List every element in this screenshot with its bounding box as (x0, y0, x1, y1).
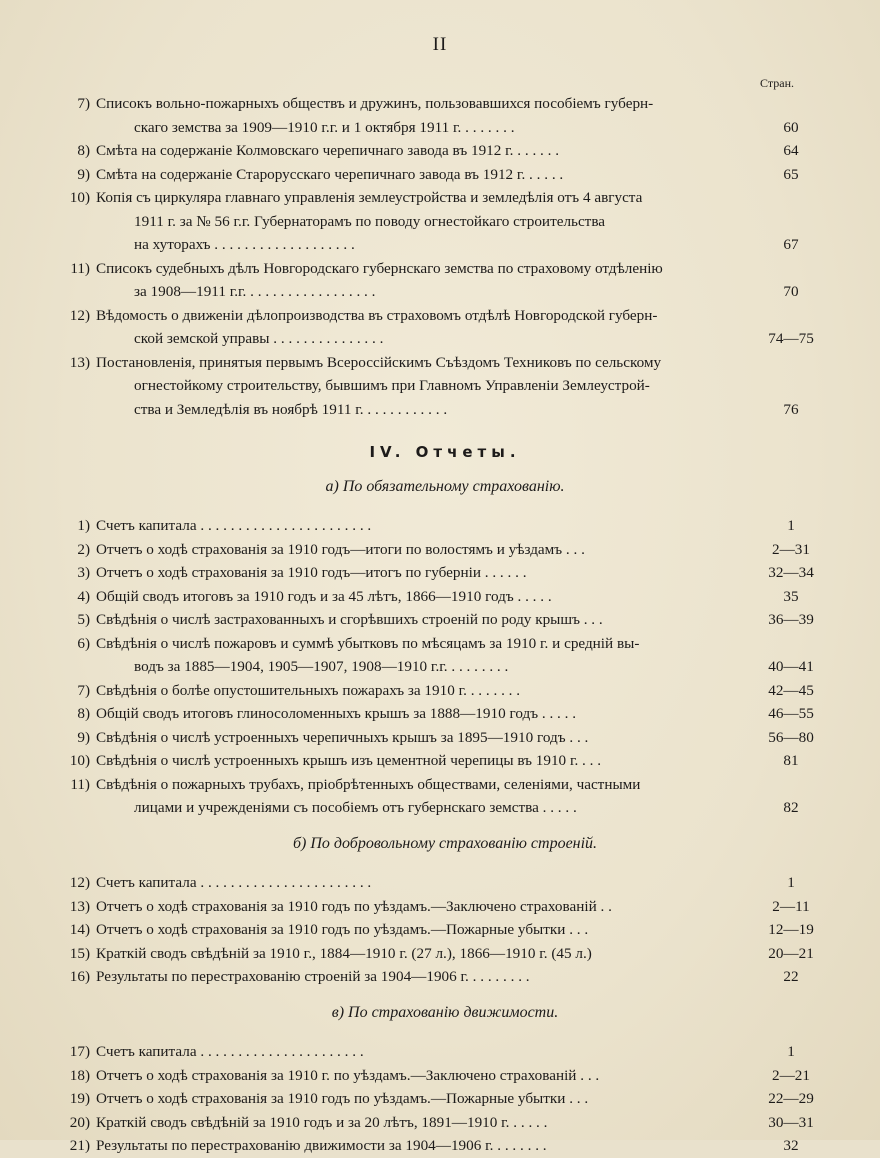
entry-number: 15) (69, 944, 90, 962)
entry-number: 9) (77, 165, 90, 183)
toc-entry (50, 871, 840, 895)
entry-title (96, 632, 742, 679)
entry-title (96, 1040, 742, 1064)
toc-entry (50, 895, 840, 919)
entry-number: 12) (69, 874, 90, 891)
entry-page: 1 (787, 517, 795, 534)
entry-number: 1) (77, 517, 90, 534)
entry-title-line: Счетъ капитала . . . . . . . . . . . . . . . . . . . . . . (96, 1043, 364, 1060)
entry-title-line: Свѣдѣнія о числѣ устроенныхъ крышъ изъ цементной черепицы въ 1910 г. . . . (96, 752, 602, 769)
entry-page: 2—11 (772, 897, 810, 915)
entry-number: 17) (69, 1043, 90, 1060)
toc-entry (50, 257, 840, 304)
entry-number: 7) (77, 95, 90, 112)
entry-title-line: Краткій сводъ свѣдѣній за 1910 г., 1884—1910 г. (27 л.), 1866—1910 г. (45 л.) (96, 944, 592, 962)
entry-title (96, 92, 742, 139)
entry-title (96, 965, 742, 989)
entry-page: 40—41 (768, 658, 814, 675)
entry-number: 7) (77, 681, 90, 699)
entry-title (96, 257, 742, 304)
entry-title (96, 871, 742, 895)
entry-title-line: на хуторахъ . . . . . . . . . . . . . . . . . . . (134, 236, 355, 253)
entry-title (96, 1087, 742, 1111)
entry-title-line: Отчетъ о ходѣ страхованія за 1910 годъ по уѣздамъ.—Заключено страхованій . . (96, 897, 612, 915)
toc-entry (50, 585, 840, 609)
toc-entry (50, 726, 840, 750)
entry-page: 81 (783, 752, 799, 769)
entry-title-line: Краткій сводъ свѣдѣній за 1910 годъ и за 20 лѣтъ, 1891—1910 г. . . . . . (96, 1113, 548, 1131)
entries-a (50, 514, 840, 820)
entry-number: 19) (69, 1090, 90, 1107)
entry-page: 22—29 (768, 1090, 814, 1107)
entry-number: 18) (69, 1066, 90, 1084)
entry-page: 12—19 (768, 921, 814, 938)
entry-page: 1 (787, 1043, 795, 1060)
toc-entry (50, 186, 840, 257)
entry-title-line: Отчетъ о ходѣ страхованія за 1910 годъ—итоги по волостямъ и уѣздамъ . . . (96, 540, 585, 558)
entry-title-line: Смѣта на содержаніе Старорусскаго черепичнаго завода въ 1912 г. . . . . . (96, 165, 564, 183)
entry-page: 2—21 (772, 1066, 810, 1084)
entry-page: 70 (783, 283, 799, 300)
entry-title-line: Свѣдѣнія о числѣ устроенныхъ черепичныхъ крышъ за 1895—1910 годъ . . . (96, 728, 589, 746)
section-heading-iv: IV. Отчеты. (369, 443, 521, 461)
toc-entry (50, 773, 840, 820)
entry-number: 12) (69, 306, 90, 324)
entry-number: 11) (70, 775, 90, 793)
toc-entry (50, 514, 840, 538)
toc-entry (50, 163, 840, 187)
entry-page: 32 (783, 1137, 799, 1154)
entry-page: 64 (783, 142, 799, 159)
entry-number: 10) (69, 189, 90, 206)
entry-title-line: Счетъ капитала . . . . . . . . . . . . . . . . . . . . . . . (96, 874, 372, 891)
entries-c (50, 1040, 840, 1158)
entry-title-line: 1911 г. за № 56 г.г. Губернаторамъ по поводу огнестойкаго строительства (134, 212, 606, 230)
entry-title-line: Отчетъ о ходѣ страхованія за 1910 г. по уѣздамъ.—Заключено страхованій . . . (96, 1066, 600, 1084)
entry-number: 4) (77, 587, 90, 605)
entry-title (96, 895, 742, 919)
subheading-b: б) По добровольному страхованію строеній. (292, 834, 598, 852)
entry-title (96, 608, 742, 632)
entry-title (96, 538, 742, 562)
toc-entry (50, 965, 840, 989)
entry-title (96, 726, 742, 750)
entry-title-line: лицами и учрежденіями съ пособіемъ отъ губернскаго земства . . . . . (134, 799, 577, 816)
entry-title (96, 1134, 742, 1158)
entry-title (96, 679, 742, 703)
toc-entry (50, 1134, 840, 1158)
entry-title (96, 1064, 742, 1088)
entry-page: 20—21 (768, 944, 814, 962)
entry-title-line: Счетъ капитала . . . . . . . . . . . . . . . . . . . . . . . (96, 517, 372, 534)
entry-title-line: Копія съ циркуляра главнаго управленія землеустройства и земледѣлія отъ 4 августа (96, 189, 643, 206)
entry-number: 3) (77, 564, 90, 581)
entry-page: 42—45 (768, 681, 814, 699)
entry-title-line: Свѣдѣнія о болѣе опустошительныхъ пожарахъ за 1910 г. . . . . . . . (96, 681, 521, 699)
page-column-label: Стран. (760, 76, 794, 90)
entry-page: 30—31 (768, 1113, 814, 1131)
toc-entry (50, 92, 840, 139)
entry-number: 13) (69, 353, 90, 371)
entry-page: 65 (783, 165, 799, 183)
entry-title (96, 1111, 742, 1135)
entry-page: 82 (783, 799, 799, 816)
entry-page: 35 (783, 587, 799, 605)
toc-entry (50, 1111, 840, 1135)
entry-title-line: Общій сводъ итоговъ за 1910 годъ и за 45 лѣтъ, 1866—1910 годъ . . . . . (96, 587, 552, 605)
entry-title (96, 163, 742, 187)
table-of-contents (50, 92, 840, 1158)
entry-title-line: Результаты по перестрахованію строеній за 1904—1906 г. . . . . . . . . (96, 968, 530, 985)
entry-title (96, 749, 742, 773)
entry-number: 20) (69, 1113, 90, 1131)
entry-title (96, 351, 742, 422)
entry-number: 10) (69, 752, 90, 769)
entry-number: 14) (69, 921, 90, 938)
entry-title-line: Смѣта на содержаніе Колмовскаго черепичнаго завода въ 1912 г. . . . . . . (96, 142, 560, 159)
entry-number: 5) (77, 611, 90, 628)
entry-title-line: огнестойкому строительству, бывшимъ при Главномъ Управленіи Землеустрой- (134, 377, 650, 394)
entry-title-line: Отчетъ о ходѣ страхованія за 1910 годъ—итогъ по губерніи . . . . . . (96, 564, 527, 581)
entry-page: 56—80 (768, 728, 814, 746)
toc-entry (50, 679, 840, 703)
entry-title (96, 942, 742, 966)
entry-title-line: за 1908—1911 г.г. . . . . . . . . . . . . . . . . . (134, 283, 376, 300)
entries-b (50, 871, 840, 989)
entry-title (96, 918, 742, 942)
entry-page: 32—34 (768, 564, 814, 581)
toc-entry (50, 1064, 840, 1088)
entry-title (96, 514, 742, 538)
entry-title (96, 304, 742, 351)
toc-entry (50, 304, 840, 351)
entry-number: 16) (69, 968, 90, 985)
entry-title (96, 773, 742, 820)
entry-title-line: ства и Земледѣлія въ ноябрѣ 1911 г. . . . . . . . . . . . (134, 400, 448, 418)
toc-entry (50, 1040, 840, 1064)
entry-number: 21) (69, 1137, 90, 1154)
toc-entry (50, 749, 840, 773)
entry-page: 22 (783, 968, 799, 985)
entry-title (96, 702, 742, 726)
entry-page: 1 (787, 874, 795, 891)
entry-number: 8) (77, 705, 90, 722)
entry-title-line: Свѣдѣнія о пожарныхъ трубахъ, пріобрѣтенныхъ обществами, селеніями, частными (96, 775, 641, 793)
toc-entry (50, 632, 840, 679)
toc-entry (50, 918, 840, 942)
entry-title-line: Списокъ вольно-пожарныхъ обществъ и дружинъ, пользовавшихся пособіемъ губерн- (96, 95, 654, 112)
entry-title-line: Общій сводъ итоговъ глиносоломенныхъ крышъ за 1888—1910 годъ . . . . . (96, 705, 577, 722)
entry-title (96, 585, 742, 609)
entry-title-line: Списокъ судебныхъ дѣлъ Новгородскаго губернскаго земства по страховому отдѣленію (96, 259, 663, 277)
entry-page: 76 (783, 400, 799, 418)
entry-page: 60 (783, 118, 799, 136)
entry-title-line: водъ за 1885—1904, 1905—1907, 1908—1910 г.г. . . . . . . . . (134, 658, 509, 675)
entry-page: 36—39 (768, 611, 814, 628)
toc-entry (50, 351, 840, 422)
entry-title-line: Постановленія, принятыя первымъ Всероссійскимъ Съѣздомъ Техниковъ по сельскому (96, 353, 662, 371)
entry-title-line: Свѣдѣнія о числѣ застрахованныхъ и сгорѣвшихъ строеній по роду крышъ . . . (96, 611, 603, 628)
entry-title-line: Отчетъ о ходѣ страхованія за 1910 годъ по уѣздамъ.—Пожарные убытки . . . (96, 921, 589, 938)
entry-number: 13) (69, 897, 90, 915)
entry-page: 46—55 (768, 705, 814, 722)
entry-title-line: ской земской управы . . . . . . . . . . . . . . . (134, 330, 384, 347)
toc-entry (50, 608, 840, 632)
entry-title (96, 139, 742, 163)
toc-entry (50, 538, 840, 562)
entry-title-line: Отчетъ о ходѣ страхованія за 1910 годъ по уѣздамъ.—Пожарные убытки . . . (96, 1090, 589, 1107)
entry-number: 11) (70, 259, 90, 277)
toc-entry (50, 702, 840, 726)
entry-title-line: Вѣдомость о движеніи дѣлопроизводства въ страховомъ отдѣлѣ Новгородской губерн- (96, 306, 658, 324)
entries-top (50, 92, 840, 421)
entry-page: 74—75 (768, 330, 814, 347)
entry-page: 2—31 (772, 540, 810, 558)
entry-number: 6) (77, 634, 90, 652)
entry-title-line: скаго земства за 1909—1910 г.г. и 1 октября 1911 г. . . . . . . . (134, 118, 515, 136)
subheading-c: в) По страхованію движимости. (331, 1003, 559, 1021)
entry-number: 9) (77, 728, 90, 746)
page-number: II (432, 34, 448, 55)
entry-page: 67 (783, 236, 799, 253)
toc-entry (50, 1087, 840, 1111)
subheading-a: а) По обязательному страхованію. (325, 477, 565, 495)
entry-title (96, 186, 742, 257)
entry-number: 2) (77, 540, 90, 558)
entry-number: 8) (77, 142, 90, 159)
entry-title (96, 561, 742, 585)
toc-entry (50, 942, 840, 966)
entry-title-line: Свѣдѣнія о числѣ пожаровъ и суммѣ убытковъ по мѣсяцамъ за 1910 г. и средній вы- (96, 634, 640, 652)
entry-title-line: Результаты по перестрахованію движимости за 1904—1906 г. . . . . . . . (96, 1137, 547, 1154)
toc-entry (50, 139, 840, 163)
toc-entry (50, 561, 840, 585)
